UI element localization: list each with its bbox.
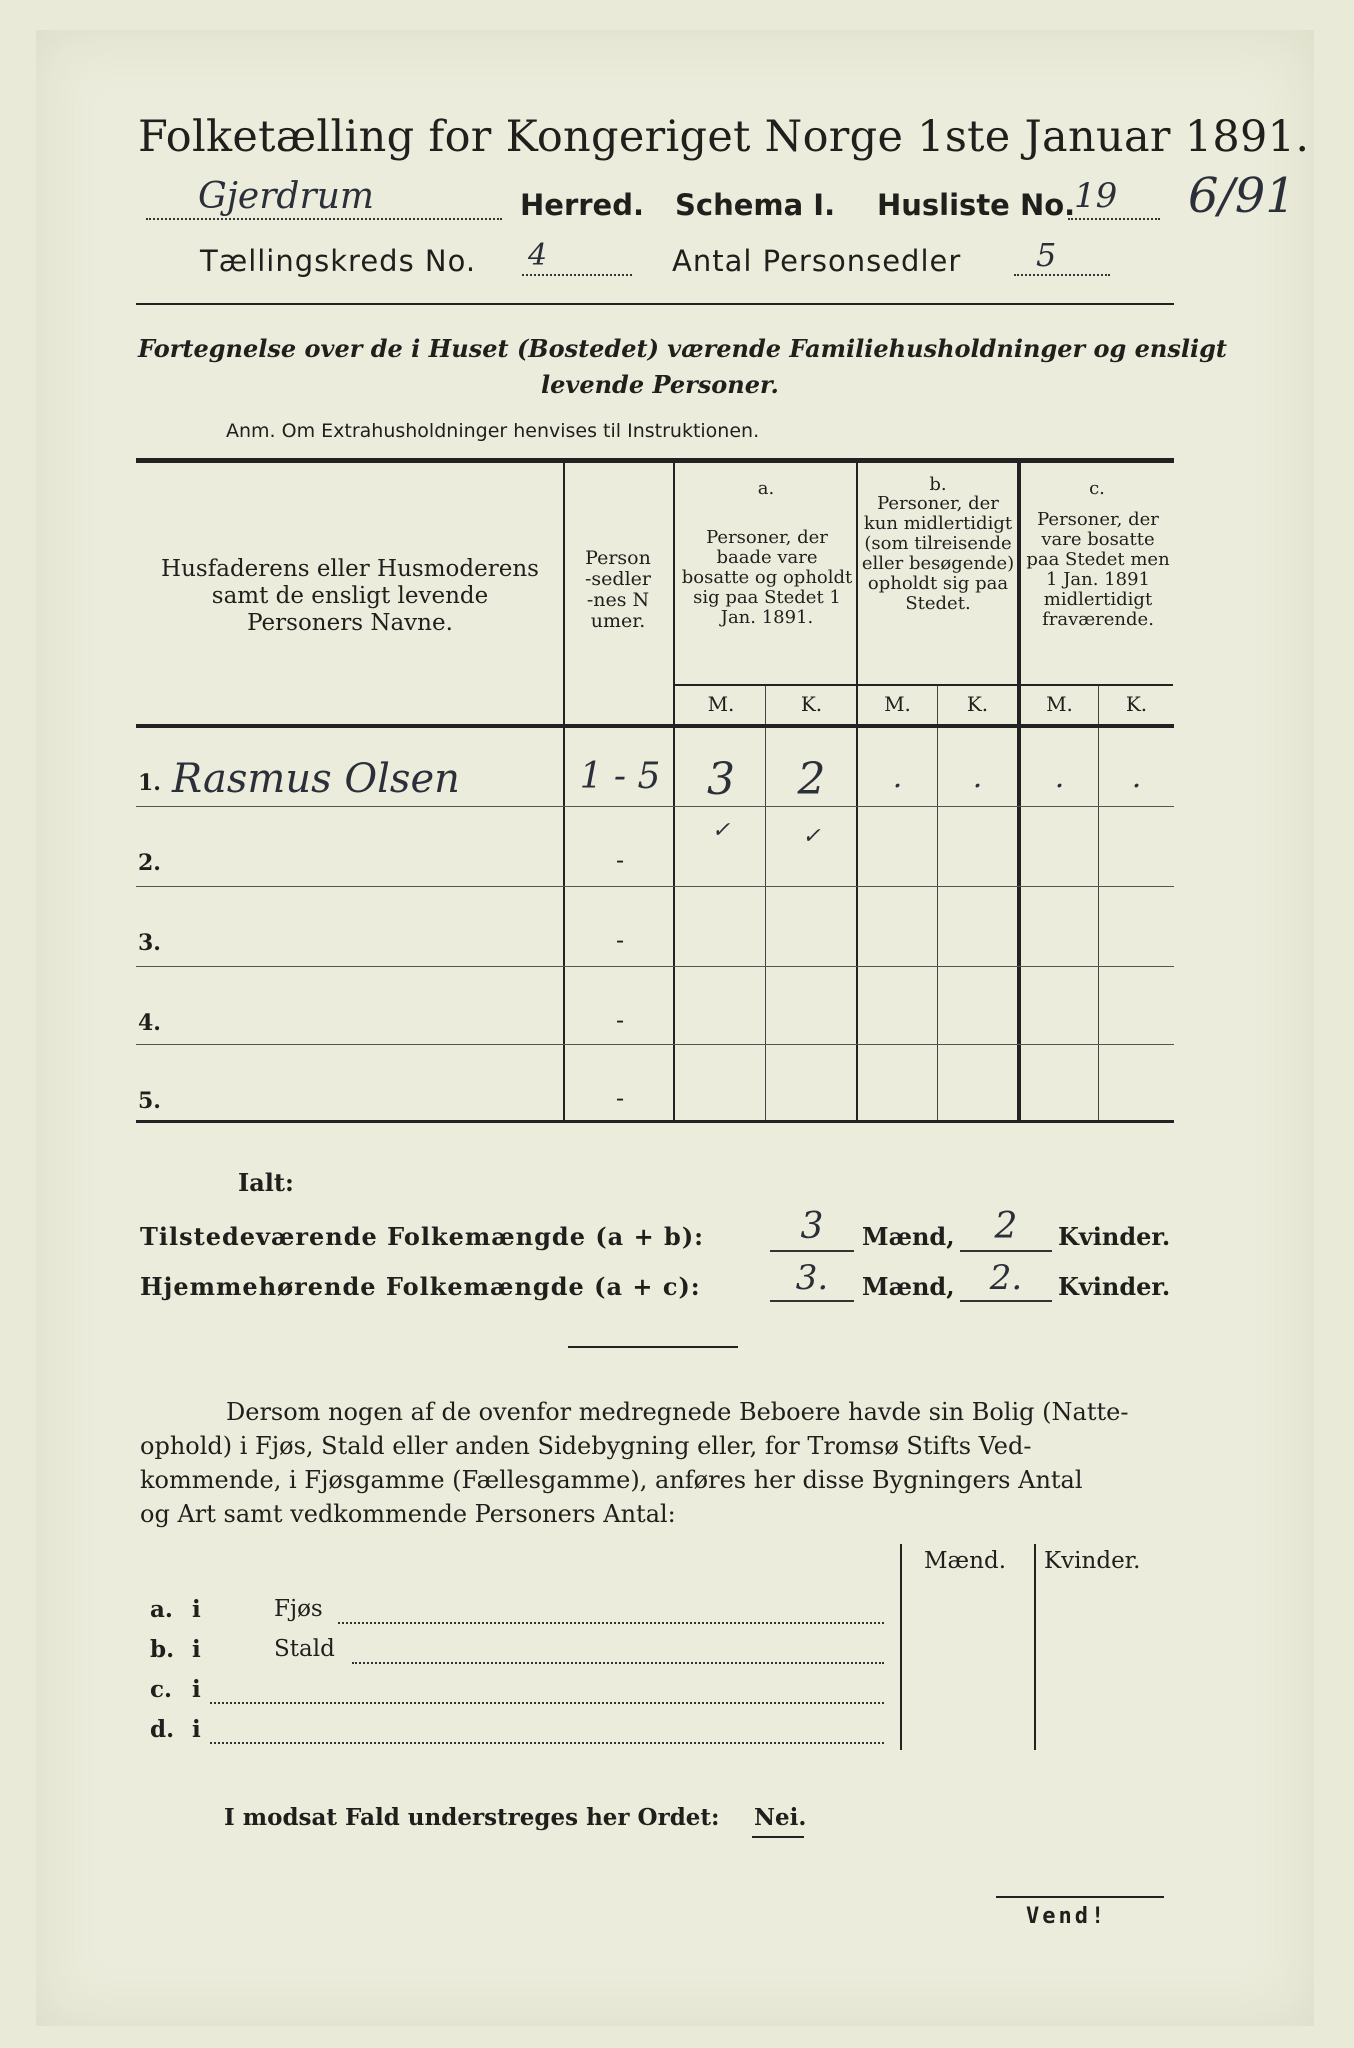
item-d-dots (210, 1724, 884, 1744)
table-vline-name (563, 462, 565, 1122)
antal-label: Antal Personsedler (672, 244, 962, 278)
group-b-letter: b. (929, 474, 947, 495)
b-k-cell: . (972, 760, 983, 795)
row-rule-4 (136, 1044, 1174, 1045)
item-b-i: i (192, 1636, 201, 1663)
item-b-letter: b. (150, 1636, 175, 1663)
hjemme-maend: Mænd, (862, 1272, 955, 1301)
item-a-label: Fjøs (274, 1596, 323, 1622)
dersom-col-kvinder: Kvinder. (1044, 1548, 1141, 1574)
c-m-cell: . (1054, 760, 1065, 795)
dersom-line3: kommende, i Fjøsgamme (Fællesgamme), anføres her disse Bygningers Antal (140, 1466, 1083, 1494)
husliste-label: Husliste No. (877, 188, 1076, 222)
mk-top-rule (673, 684, 1173, 686)
item-b-label: Stald (274, 1636, 335, 1662)
table-vline-bm (937, 686, 938, 1122)
antal-field (1014, 248, 1110, 276)
row-rule-3 (136, 966, 1174, 967)
husliste-value: 19 (1074, 176, 1118, 216)
modsat-text: I modsat Fald understreges her Ordet: (224, 1804, 720, 1831)
intro-line2: levende Personer. (541, 370, 779, 399)
dersom-vline-2 (1034, 1544, 1036, 1750)
dersom-col-maend: Mænd. (924, 1548, 1007, 1574)
c-k-header: K. (1125, 692, 1148, 716)
hjemme-k-value: 2. (989, 1258, 1023, 1298)
nei-word: Nei. (754, 1804, 807, 1831)
b-m-header: M. (884, 692, 911, 716)
table-vline-num (673, 462, 675, 1122)
a-k-check: ✓ (802, 824, 821, 849)
a-m-check: ✓ (711, 818, 731, 843)
tilstede-label: Tilstedeværende Folkemængde (a + b): (140, 1222, 705, 1251)
schema-label: Schema I. (675, 188, 836, 222)
a-k-header: K. (800, 692, 823, 716)
table-row-name: Rasmus Olsen (172, 756, 460, 802)
item-a-i: i (192, 1596, 201, 1623)
tilstede-maend: Mænd, (862, 1222, 955, 1251)
header-rule (136, 303, 1174, 305)
row-rule-2 (136, 886, 1174, 887)
c-m-header: M. (1046, 692, 1073, 716)
c-k-cell: . (1131, 760, 1142, 795)
antal-value: 5 (1036, 236, 1057, 274)
group-c-letter: c. (1089, 478, 1105, 499)
table-row-number: 3. (138, 930, 161, 956)
b-k-header: K. (966, 692, 989, 716)
ialt-label: Ialt: (238, 1168, 294, 1197)
group-a-header: Personer, der baade vare bosatte og opholdt sig paa Stedet 1 Jan. 1891. (681, 527, 853, 628)
table-row-numer: - (615, 1084, 625, 1112)
vend-rule (996, 1896, 1164, 1898)
item-c-letter: c. (150, 1676, 173, 1703)
a-m-header: M. (707, 692, 735, 716)
table-row-numer: - (615, 846, 625, 874)
dersom-line1: Dersom nogen af de ovenfor medregnede Beboere havde sin Bolig (Natte- (226, 1398, 1129, 1426)
item-c-i: i (192, 1676, 201, 1703)
herred-label: Herred. (520, 188, 644, 222)
item-a-dots (338, 1604, 884, 1624)
tilstede-kvinder: Kvinder. (1058, 1222, 1171, 1251)
b-m-cell: . (892, 760, 903, 795)
group-a-letter: a. (757, 478, 775, 499)
dersom-line4: og Art samt vedkommende Personers Antal: (140, 1500, 676, 1528)
dersom-vline-1 (900, 1544, 902, 1750)
intro-line1: Fortegnelse over de i Huset (Bostedet) værende Familiehusholdninger og ensligt (138, 334, 1227, 363)
table-bottom-rule (136, 1120, 1174, 1123)
col-num-header: Person-sedler-nes Numer. (585, 547, 651, 632)
form-title: Folketælling for Kongeriget Norge 1ste Januar 1891. (138, 112, 1310, 162)
tilstede-m-value: 3 (800, 1206, 824, 1247)
item-b-dots (352, 1644, 884, 1664)
table-row-numer: - (615, 1006, 625, 1034)
hjemme-label: Hjemmehørende Folkemængde (a + c): (140, 1272, 701, 1301)
kreds-label: Tællingskreds No. (200, 244, 477, 278)
item-d-i: i (192, 1716, 201, 1743)
item-c-dots (210, 1684, 884, 1704)
margin-note: 6/91 (1188, 168, 1296, 224)
kreds-value: 4 (528, 238, 548, 273)
table-vline-am (765, 686, 766, 1122)
hjemme-kvinder: Kvinder. (1058, 1272, 1171, 1301)
table-row-numer: - (615, 926, 625, 954)
tilstede-k-value: 2 (994, 1206, 1018, 1247)
hjemme-m-value: 3. (795, 1258, 829, 1298)
item-d-letter: d. (150, 1716, 175, 1743)
col-name-header: Husfaderens eller Husmoderens samt de ensligt levende Personers Navne. (161, 556, 539, 636)
group-c-header: Personer, der vare bosatte paa Stedet men 1 Jan. 1891 midlertidigt fraværende. (1026, 509, 1170, 630)
dersom-line2: ophold) i Fjøs, Stald eller anden Sidebygning eller, for Tromsø Stifts Ved- (140, 1432, 1032, 1460)
header-bottom-rule (136, 724, 1174, 728)
group-b-header: Personer, der kun midlertidigt (som tilreisende eller besøgende) opholdt sig paa Stedet. (861, 493, 1015, 614)
section-divider (568, 1346, 738, 1348)
row-rule-1 (136, 806, 1174, 807)
table-row-number: 4. (138, 1010, 161, 1036)
nei-underline (752, 1836, 804, 1838)
a-k-cell: 2 (797, 754, 826, 805)
table-row-number: 2. (138, 850, 161, 876)
table-vline-cm (1098, 686, 1099, 1122)
anm-note: Anm. Om Extrahusholdninger henvises til Instruktionen. (226, 420, 760, 442)
vend-label: Vend! (1026, 1904, 1108, 1929)
item-a-letter: a. (150, 1596, 173, 1623)
table-row-number: 5. (138, 1088, 161, 1114)
table-row-number: 1. (138, 770, 161, 796)
herred-value: Gjerdrum (198, 176, 375, 217)
table-row-numer: 1 - 5 (579, 756, 661, 797)
a-m-cell: 3 (707, 754, 735, 805)
